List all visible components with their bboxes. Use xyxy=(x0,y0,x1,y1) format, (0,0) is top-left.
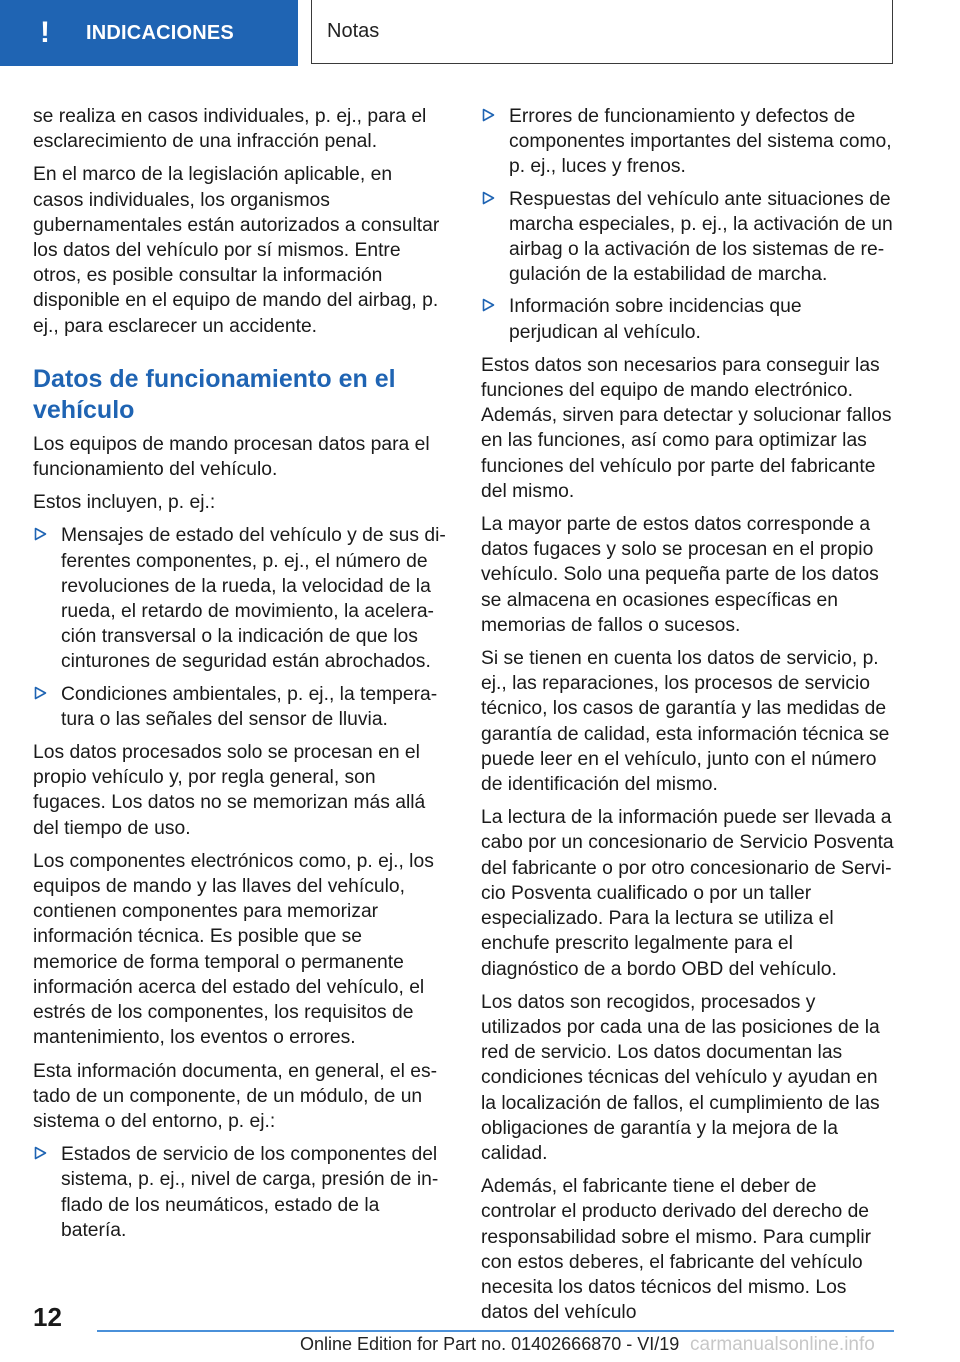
page-number: 12 xyxy=(33,1302,62,1332)
bullet-list xyxy=(481,104,895,345)
left-column xyxy=(33,104,447,1251)
paragraph: En el marco de la legislación aplicable, en casos individuales, los organismos gubernamentales están autorizados a consultar los datos del vehículo por sí mismos. Entre otros, es posible consultar la información disponible en el equipo de mando del airbag, p. ej., para esclarecer un accidente. xyxy=(33,164,440,337)
bullet-list xyxy=(33,1142,447,1243)
paragraph: Los equipos de mando procesan datos para el funcionamiento del vehículo. xyxy=(33,433,430,481)
paragraph: La mayor parte de estos datos corresponde a datos fugaces y solo se procesan en el propio vehículo. Solo una pequeña parte de los datos se almacena en ocasiones específicas en memorias de fallos o sucesos. xyxy=(481,514,879,636)
triangle-bullet-icon xyxy=(482,298,495,312)
list-item-text: Información sobre incidencias que perjudican al vehículo. xyxy=(509,296,802,343)
paragraph: Estos incluyen, p. ej.: xyxy=(33,492,216,514)
footer-divider xyxy=(97,1330,894,1332)
section-heading: Datos de funcionamiento en el vehículo xyxy=(33,364,396,424)
paragraph: se realiza en casos individuales, p. ej., para el esclarecimiento de una infracción penal. xyxy=(33,106,427,153)
triangle-bullet-icon xyxy=(482,191,495,205)
edition-text: Online Edition for Part no. 01402666870 - VI/19 xyxy=(300,1334,680,1354)
list-item-text: Estados de servicio de los componentes del sistema, p. ej., nivel de carga, presión de inflado de los neumáticos, estado de la batería. xyxy=(61,1144,439,1241)
paragraph: Los datos procesados solo se procesan en el propio vehículo y, por regla general, son fugaces. Los datos no se memorizan más allá del tiempo de uso. xyxy=(33,742,426,839)
triangle-bullet-icon xyxy=(34,1146,47,1160)
subsection-tab xyxy=(311,0,893,64)
list-item xyxy=(481,294,895,344)
list-item-text: Respuestas del vehículo ante situaciones de marcha especiales, p. ej., la activación de un airbag o la activación de los sistemas de regulación de la estabilidad de marcha. xyxy=(509,188,893,286)
section-label: INDICACIONES xyxy=(86,21,234,44)
list-item-text: Mensajes de estado del vehículo y de sus diferentes componentes, p. ej., el número de revoluciones de la rueda, la velocidad de la rueda, el retardo de movimiento, la aceleración transversal o la indicación de que los cinturones de seguridad están abrochados. xyxy=(61,525,446,673)
list-item xyxy=(33,1142,447,1243)
list-item xyxy=(481,104,895,180)
list-item-text: Errores de funcionamiento y defectos de componentes importantes del sistema como, p. ej., luces y frenos. xyxy=(509,106,892,178)
list-item xyxy=(481,187,895,288)
subsection-label: Notas xyxy=(327,20,380,42)
triangle-bullet-icon xyxy=(34,527,47,541)
list-item xyxy=(33,523,447,674)
paragraph: La lectura de la información puede ser llevada a cabo por un concesionario de Servicio Posventa del fabricante o por otro concesionario de Servicio Posventa cualificado o por un taller especializado. Para la lectura se utiliza el enchufe prescrito legalmente para el diagnóstico de a bordo OBD del vehículo. xyxy=(481,807,894,980)
paragraph: Si se tienen en cuenta los datos de servicio, p. ej., las reparaciones, los procesos de servicio técnico, los casos de garantía y las medidas de garantía de calidad, esta información técnica se puede leer en el vehículo, junto con el número de identificación del mismo. xyxy=(481,648,890,796)
triangle-bullet-icon xyxy=(34,686,47,700)
section-tab xyxy=(0,0,298,66)
list-item xyxy=(33,682,447,732)
triangle-bullet-icon xyxy=(482,108,495,122)
watermark: carmanualsonline.info xyxy=(690,1334,875,1355)
paragraph: Los datos son recogidos, procesados y utilizados por cada una de las posiciones de la red de servicio. Los datos documentan las condiciones técnicas del vehículo y ayudan en la localización de fallos, el cumplimiento de las obligaciones de garantía y la mejora de la calidad. xyxy=(481,991,880,1164)
right-column xyxy=(481,104,895,1333)
paragraph: Estos datos son necesarios para conseguir las funciones del equipo de mando electrónico. Además, sirven para detectar y solucionar fallos en las funciones, así como para optimizar las funciones del vehículo por parte del fabricante del mismo. xyxy=(481,354,892,502)
warning-icon: ! xyxy=(40,16,50,49)
paragraph: Los componentes electrónicos como, p. ej., los equipos de mando y las llaves del vehículo, contienen componentes para memorizar información técnica. Es posible que se memorice de forma temporal o permanente información acerca del estado del vehículo, el estrés de los componentes, los requisitos de mantenimiento, los eventos o errores. xyxy=(33,850,434,1049)
paragraph: Además, el fabricante tiene el deber de controlar el producto derivado del derecho de responsabilidad sobre el mismo. Para cumplir con estos deberes, el fabricante del vehículo necesita los datos técnicos del mismo. Los datos del vehículo xyxy=(481,1176,872,1324)
list-item-text: Condiciones ambientales, p. ej., la temperatura o las señales del sensor de lluvia. xyxy=(61,683,438,730)
bullet-list xyxy=(33,523,447,732)
paragraph: Esta información documenta, en general, el estado de un componente, de un módulo, de un sistema o del entorno, p. ej.: xyxy=(33,1060,438,1132)
